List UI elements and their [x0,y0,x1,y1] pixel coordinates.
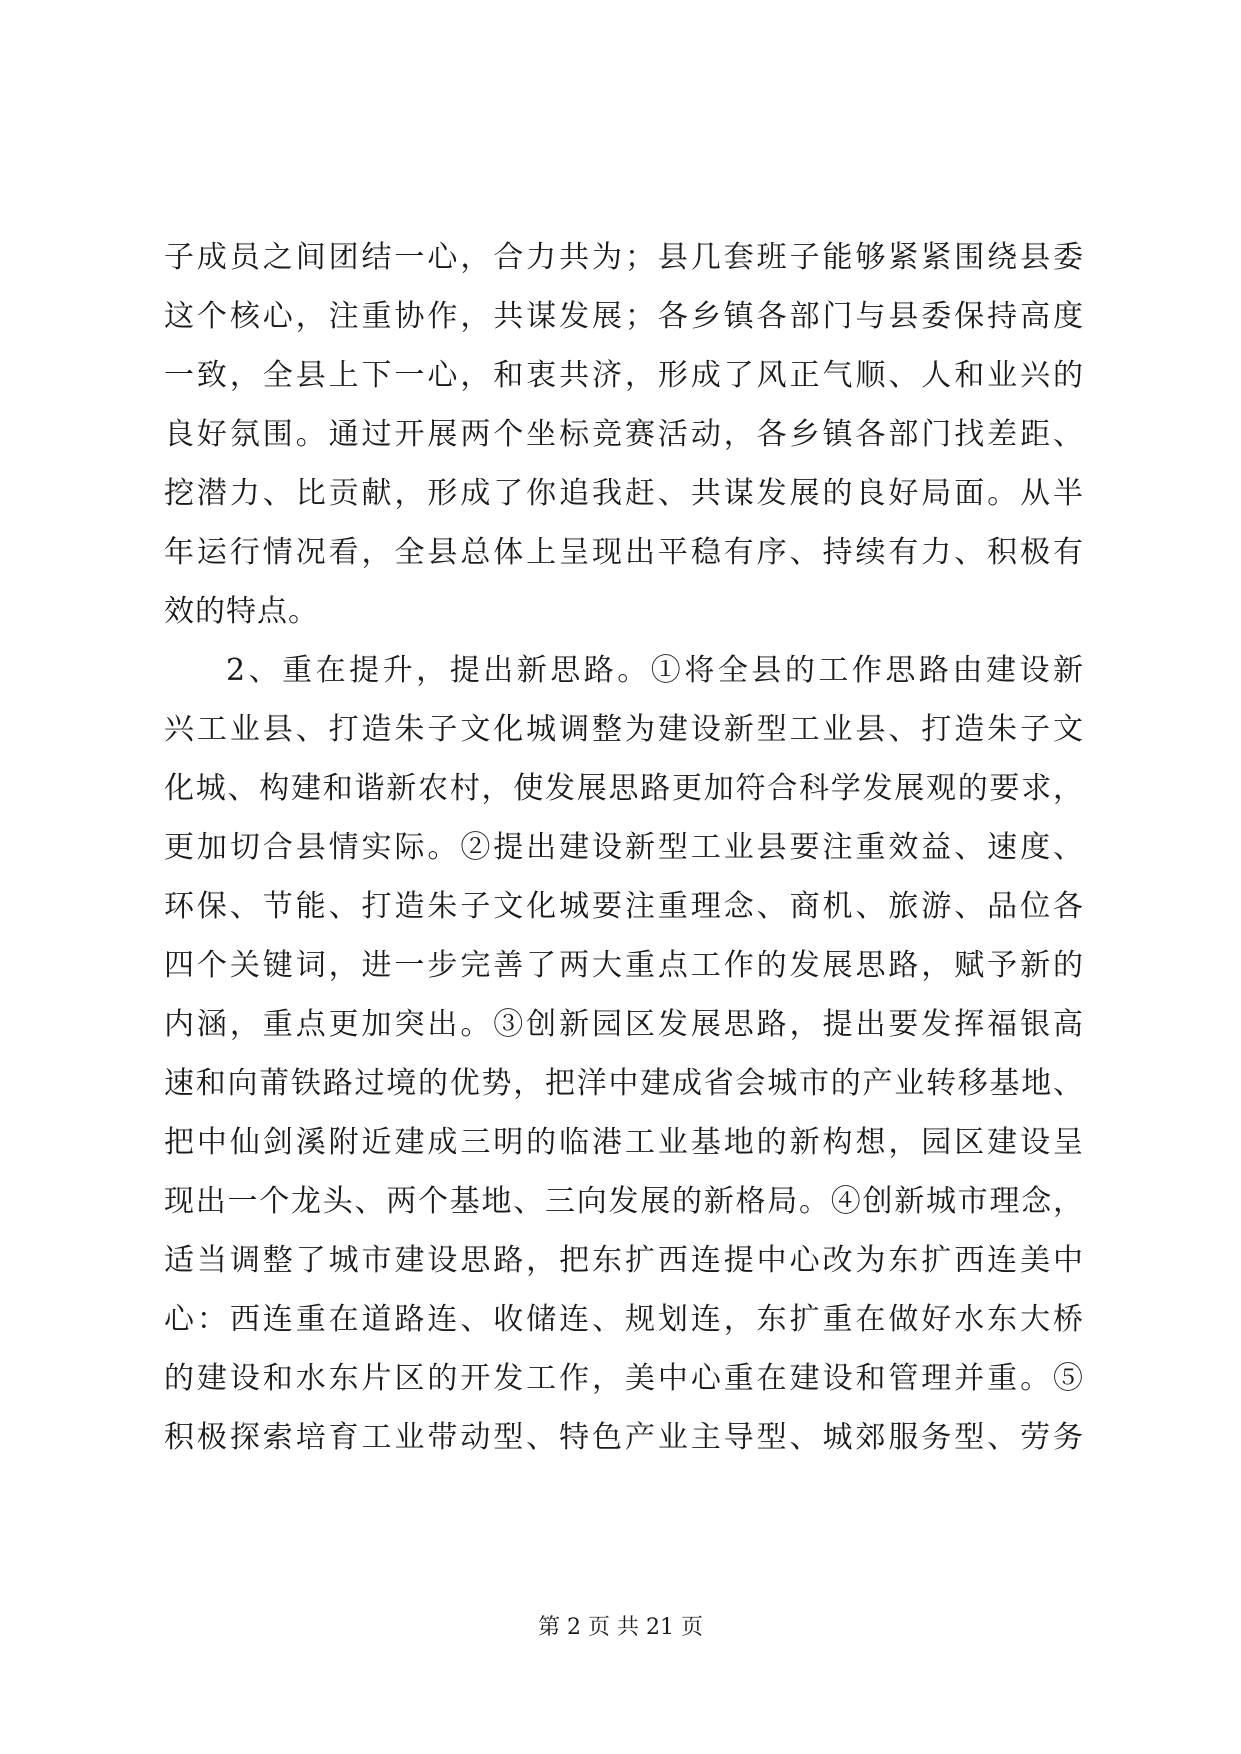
text-line: 速和向莆铁路过境的优势，把洋中建成省会城市的产业转移基地、 [164,1066,1084,1101]
text-line [164,1467,1084,1526]
text-line: 环保、节能、打造朱子文化城要注重理念、商机、旅游、品位各 [164,889,1084,924]
text-line: 更加切合县情实际。②提出建设新型工业县要注重效益、速度、 [164,830,1084,865]
text-line: 挖潜力、比贡献，形成了你追我赶、共谋发展的良好局面。从半 [164,476,1084,511]
text-line: 效的特点。 [164,594,319,629]
text-line: 现出一个龙头、两个基地、三向发展的新格局。④创新城市理念， [164,1184,1084,1219]
page-number-label: 第 2 页 共 21 页 [538,1615,703,1640]
text-line: 适当调整了城市建设思路，把东扩西连提中心改为东扩西连美中 [164,1243,1084,1278]
text-line: 兴工业县、打造朱子文化城调整为建设新型工业县、打造朱子文 [164,712,1084,747]
text-line: 积极探索培育工业带动型、特色产业主导型、城郊服务型、劳务 [164,1420,1084,1455]
body-text [164,228,1084,1526]
text-line: 子成员之间团结一心，合力共为；县几套班子能够紧紧围绕县委 [164,240,1084,275]
page-footer [0,1613,1241,1643]
paragraph-2 [164,641,1084,1526]
paragraph-1 [164,228,1084,641]
text-line: 化城、构建和谐新农村，使发展思路更加符合科学发展观的要求， [164,771,1084,806]
text-line: 内涵，重点更加突出。③创新园区发展思路，提出要发挥福银高 [164,1007,1084,1042]
text-line: 的建设和水东片区的开发工作，美中心重在建设和管理并重。⑤ [164,1361,1084,1396]
text-line: 2、重在提升，提出新思路。①将全县的工作思路由建设新 [226,653,1084,688]
text-line: 年运行情况看，全县总体上呈现出平稳有序、持续有力、积极有 [164,535,1084,570]
text-line: 良好氛围。通过开展两个坐标竞赛活动，各乡镇各部门找差距、 [164,417,1084,452]
text-line: 把中仙剑溪附近建成三明的临港工业基地的新构想，园区建设呈 [164,1125,1084,1160]
text-line: 心：西连重在道路连、收储连、规划连，东扩重在做好水东大桥 [164,1302,1084,1337]
text-line: 一致，全县上下一心，和衷共济，形成了风正气顺、人和业兴的 [164,358,1084,393]
text-line: 这个核心，注重协作，共谋发展；各乡镇各部门与县委保持高度 [164,299,1084,334]
text-line: 四个关键词，进一步完善了两大重点工作的发展思路，赋予新的 [164,948,1084,983]
